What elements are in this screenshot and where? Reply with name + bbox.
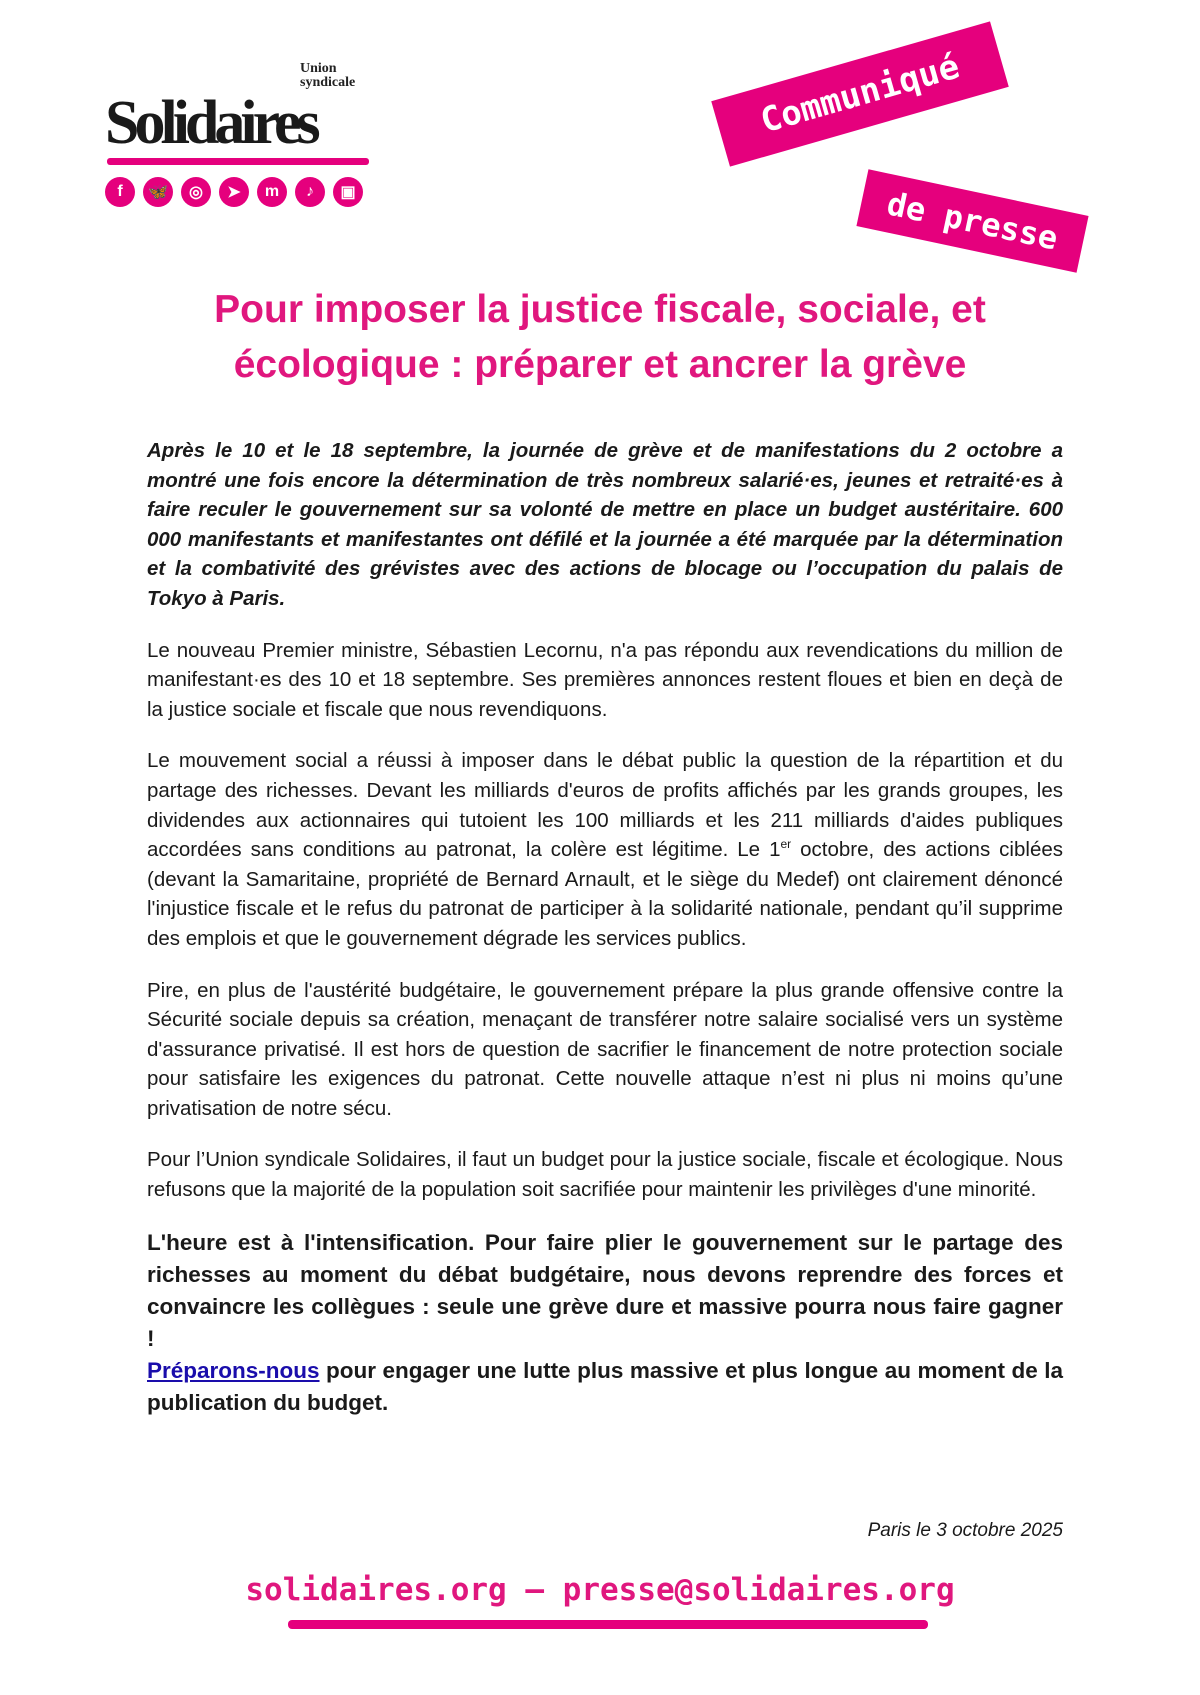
paragraph: Pire, en plus de l'austérité budgétaire, le gouvernement prépare la plus grande offensive contre la Sécurité sociale depuis sa création, menaçant de transférer notre salaire socialisé vers un système d'assurance privatisé. Il est hors de question de sacrifier le financement de notre protection sociale pour satisfaire les exigences du patronat. Cette nouvelle attaque n’est ni plus ni moins qu’une privatisation de notre sécu.: [147, 978, 1063, 1120]
bluesky-icon[interactable]: 🦋: [143, 177, 173, 207]
call-to-action: L'heure est à l'intensification. Pour faire plier le gouvernement sur le partage des richesses au moment du débat budgétaire, nous devons reprendre des forces et convaincre les collègues : seule une grève dure et massive pourra nous faire gagner !: [147, 1229, 1063, 1351]
paragraph: Pour l’Union syndicale Solidaires, il faut un budget pour la justice sociale, fiscale et écologique. Nous refusons que la majorité de la population soit sacrifiée pour maintenir les privilèges d'une minorité.: [147, 1148, 1063, 1202]
logo-union-text: Union syndicale: [300, 61, 356, 90]
tiktok-icon[interactable]: ♪: [295, 177, 325, 207]
instagram-icon[interactable]: ◎: [181, 177, 211, 207]
footer-contact: solidaires.org — presse@solidaires.org: [245, 1572, 955, 1608]
preparons-nous-link[interactable]: Préparons-nous: [147, 1357, 320, 1383]
date-line: Paris le 3 octobre 2025: [867, 1520, 1063, 1541]
logo-name: Solidaires: [105, 89, 316, 157]
footer-underline: [288, 1620, 928, 1629]
paragraph: Le nouveau Premier ministre, Sébastien Lecornu, n'a pas répondu aux revendications du million de manifestant·es des 10 et 18 septembre. Ses premières annonces restent floues et bien en deçà de la justice sociale et fiscale que nous revendiquons.: [147, 638, 1063, 721]
twitch-icon[interactable]: ▣: [333, 177, 363, 207]
press-release-body: [147, 436, 1063, 1419]
intro-paragraph: Après le 10 et le 18 septembre, la journée de grève et de manifestations du 2 octobre a montré une fois encore la détermination de très nombreux salarié·es, jeunes et retraité·es à faire reculer le gouvernement sur sa volonté de mettre en place un budget austéritaire. 600 000 manifestants et manifestantes ont défilé et la journée a été marquée par la détermination et la combativité des grévistes avec des actions de blocage ou l’occupation du palais de Tokyo à Paris.: [147, 439, 1063, 610]
call-to-action-link-line: Préparons-nous pour engager une lutte plus massive et plus longue au moment de la publication du budget.: [147, 1357, 1063, 1415]
telegram-icon[interactable]: ➤: [219, 177, 249, 207]
paragraph: Le mouvement social a réussi à imposer dans le débat public la question de la répartition et du partage des richesses. Devant les milliards d'euros de profits affichés par les grands groupes, les dividendes aux actionnaires qui tutoient les 100 milliards et les 211 milliards d'aides publiques accordées sans conditions au patronat, la colère est légitime. Le 1er octobre, des actions ciblées (devant la Samaritaine, propriété de Bernard Arnault, et le siège du Medef) ont clairement dénoncé l'injustice fiscale et le refus du patronat de participer à la solidarité nationale, pendant qu’il supprime des emplois et que le gouvernement dégrade les services publics.: [147, 749, 1063, 950]
logo-underline: [107, 158, 369, 165]
solidaires-logo: [105, 62, 375, 172]
stamp-de-presse: de presse: [856, 169, 1088, 273]
facebook-icon[interactable]: f: [105, 177, 135, 207]
page-title: Pour imposer la justice fiscale, sociale, et écologique : préparer et ancrer la grève: [214, 288, 986, 386]
social-links: [105, 177, 363, 207]
stamp-communique: Communiqué: [711, 21, 1009, 166]
mastodon-icon[interactable]: m: [257, 177, 287, 207]
